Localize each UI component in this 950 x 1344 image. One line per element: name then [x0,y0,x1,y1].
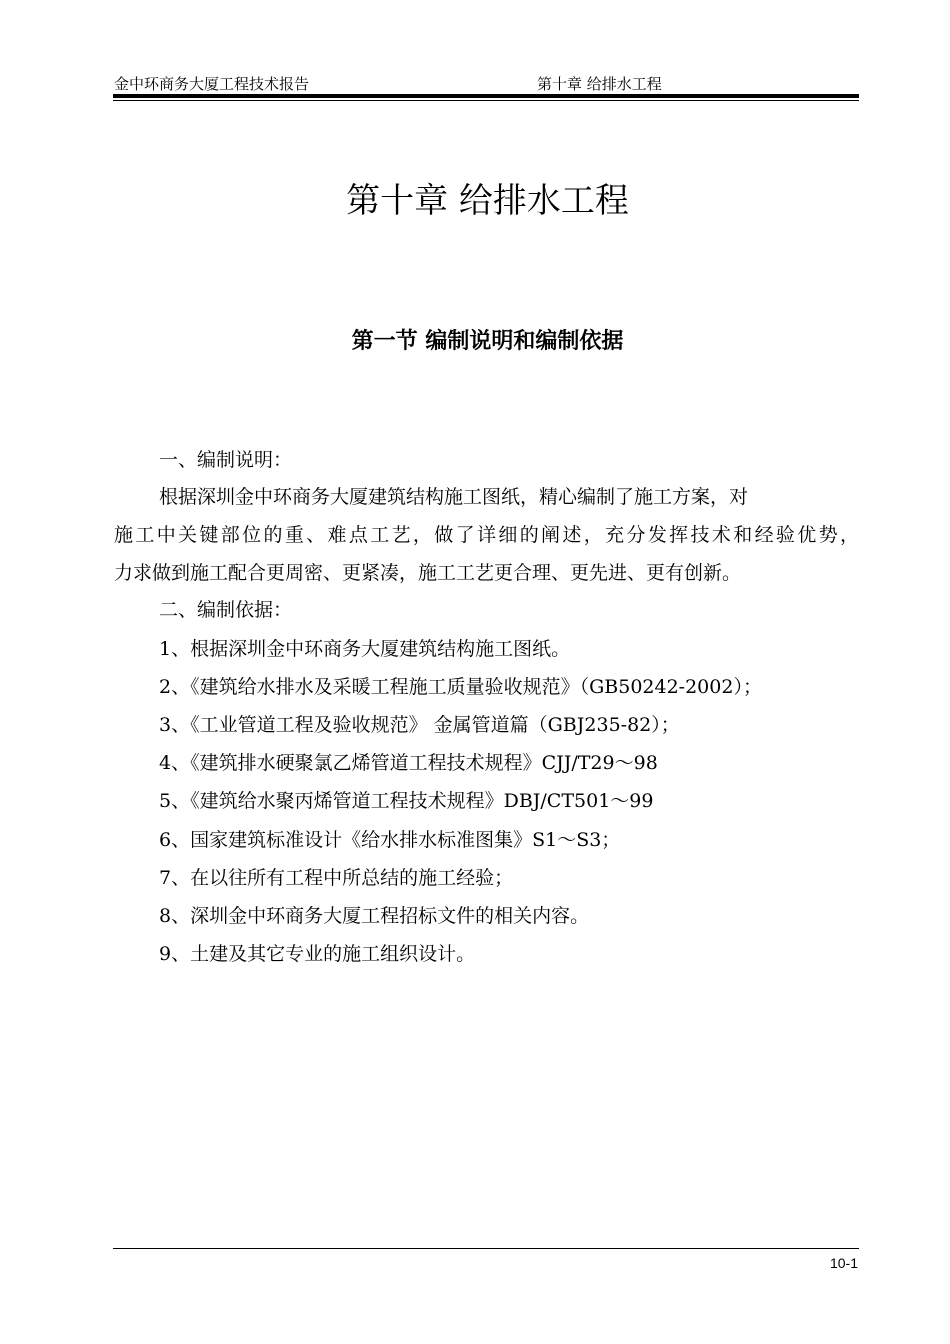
page-number: 10-1 [829,1255,858,1271]
paragraph-line: 根据深圳金中环商务大厦建筑结构施工图纸，精心编制了施工方案，对 [159,486,749,508]
basis-list-item: 5、《建筑给水聚丙烯管道工程技术规程》DBJ/CT501～99 [159,790,654,812]
part2-heading: 二、编制依据： [159,599,293,621]
basis-list-item: 7、在以往所有工程中所总结的施工经验； [159,867,514,889]
footer-rule [113,1248,859,1249]
section-title: 第一节 编制说明和编制依据 [351,329,624,354]
paragraph-line: 施工中关键部位的重、难点工艺，做了详细的阐述，充分发挥技术和经验优势， [114,524,859,546]
basis-list-item: 9、土建及其它专业的施工组织设计。 [159,943,476,965]
chapter-title: 第十章 给排水工程 [346,181,629,221]
basis-list-item: 2、《建筑给水排水及采暖工程施工质量验收规范》（GB50242-2002）； [159,676,762,698]
basis-list-item: 8、深圳金中环商务大厦工程招标文件的相关内容。 [159,905,590,927]
basis-list-item: 6、国家建筑标准设计《给水排水标准图集》S1～S3； [159,829,621,851]
running-header-left: 金中环商务大厦工程技术报告 [114,75,310,93]
part1-heading: 一、编制说明： [159,449,293,471]
paragraph-line: 力求做到施工配合更周密、更紧凑，施工工艺更合理、更先进、更有创新。 [114,562,742,584]
header-rule-thin [113,100,859,101]
basis-list-item: 4、《建筑排水硬聚氯乙烯管道工程技术规程》CJJ/T29～98 [159,752,658,774]
running-header-right: 第十章 给排水工程 [537,75,662,93]
basis-list-item: 3、《工业管道工程及验收规范》 金属管道篇（GBJ235-82）； [159,714,680,736]
header-rule-thick [113,94,859,98]
basis-list-item: 1、根据深圳金中环商务大厦建筑结构施工图纸。 [159,638,571,660]
